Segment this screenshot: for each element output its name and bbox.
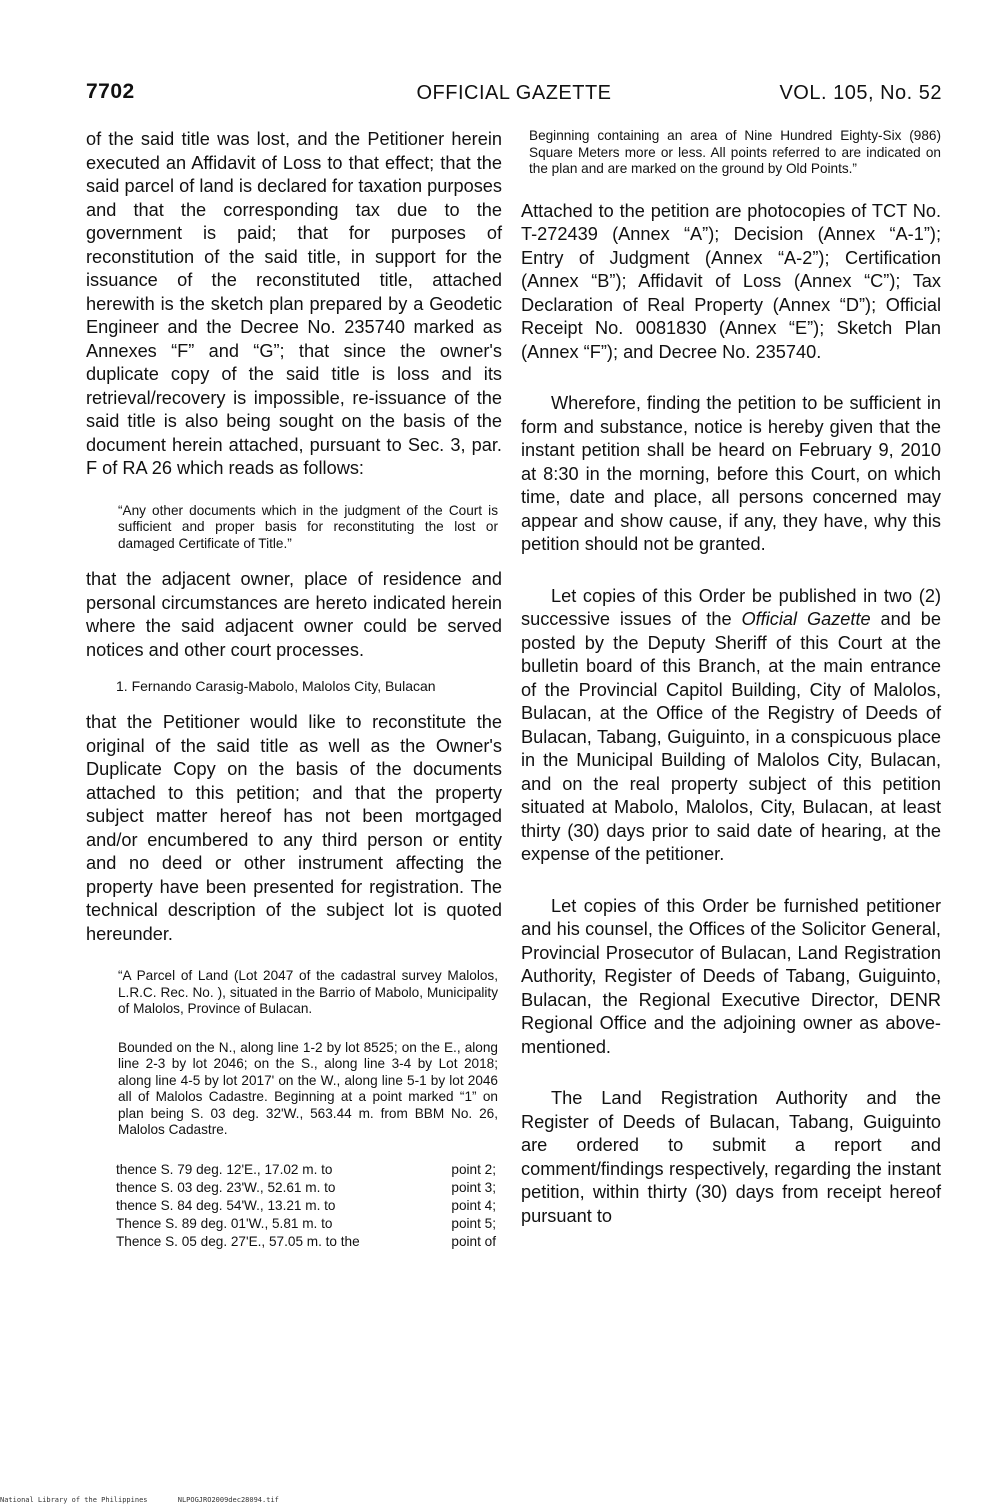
quote-parcel: “A Parcel of Land (Lot 2047 of the cadastral survey Malolos, L.R.C. Rec. No. ), situated in the Barrio of Mabolo, Municipality of Malolos, Province of Bulacan. bbox=[118, 968, 498, 1016]
bearings-table bbox=[116, 1161, 496, 1251]
bearing-text: thence S. 79 deg. 12'E., 17.02 m. to bbox=[116, 1161, 333, 1177]
bearing-text: thence S. 03 deg. 23'W., 52.61 m. to bbox=[116, 1179, 336, 1195]
bearing-point: point 5; bbox=[451, 1215, 496, 1231]
paragraph-furnish-copies: Let copies of this Order be furnished petitioner and his counsel, the Offices of the Solicitor General, Provincial Prosecutor of Bulacan, Land Registration Authority, Register of Deeds of Tabang, Guiguinto, Bulacan, the Regional Executive Director, DENR Regional Office and the adjoining owner as above-mentioned. bbox=[521, 895, 941, 1057]
publication-text-a: Let copies of this Order be published in two (2) successive issues of the bbox=[521, 585, 941, 629]
bearing-row bbox=[116, 1197, 496, 1215]
quote-area: Beginning containing an area of Nine Hundred Eighty-Six (986) Square Meters more or less. All points referred to are indicated on the plan and are marked on the ground by Old Points.” bbox=[529, 128, 941, 176]
scan-footer bbox=[0, 1496, 305, 1504]
paragraph-lra-order: The Land Registration Authority and the Register of Deeds of Bulacan, Tabang, Guiguinto are ordered to submit a report and comment/findings respectively, regarding the instant petition, within thirty (30) days from receipt hereof pursuant to bbox=[521, 1088, 941, 1226]
publication-title: OFFICIAL GAZETTE bbox=[416, 82, 612, 104]
bearing-text: Thence S. 05 deg. 27'E., 57.05 m. to the bbox=[116, 1233, 360, 1249]
page-number: 7702 bbox=[86, 80, 135, 103]
bearing-point: point of bbox=[451, 1233, 496, 1249]
right-column bbox=[521, 128, 941, 1228]
volume-number: VOL. 105, No. 52 bbox=[779, 82, 942, 104]
left-column bbox=[86, 128, 502, 1251]
bearing-point: point 3; bbox=[451, 1179, 496, 1195]
bearing-point: point 4; bbox=[451, 1197, 496, 1213]
bearing-row bbox=[116, 1179, 496, 1197]
bearing-text: Thence S. 89 deg. 01'W., 5.81 m. to bbox=[116, 1215, 333, 1231]
bearing-row bbox=[116, 1215, 496, 1233]
quote-boundaries: Bounded on the N., along line 1-2 by lot 8525; on the E., along line 2-3 by lot 2046; on the S., along line 3-4 by Lot 2018; along line 4-5 by lot 2017' on the W., along line 5-1 by lot 2046 all of Malolos Cadastre. Beginning at a point marked “1” on plan being S. 03 deg. 32'W., 563.44 m. from BBM No. 26, Malolos Cadastre. bbox=[118, 1039, 498, 1137]
publication-text-b: and be posted by the Deputy Sheriff of this Court at the bulletin board of this Branch, at the main entrance of the Provincial Capitol Building, City of Malolos, Bulacan, at the Office of the Registry of Deeds of Bulacan, Tabang, Guiguinto, in a conspicuous place in the Municipal Building of Malolos City, Bulacan, and on the real property subject of this petition situated at Mabolo, Malolos, City, Bulacan, at least thirty (30) days prior to said date of hearing, at the expense of the petitioner. bbox=[521, 609, 941, 864]
paragraph-adjacent-owner: that the adjacent owner, place of residence and personal circumstances are hereto indicated herein where the said adjacent owner could be served notices and other court processes. bbox=[86, 569, 502, 660]
paragraph-publication bbox=[521, 585, 941, 867]
paragraph-attachments: Attached to the petition are photocopies of TCT No. T-272439 (Annex “A”); Decision (Annex “A-1”); Entry of Judgment (Annex “A-2”); Certification (Annex “B”); Affidavit of Loss (Annex “C”); Tax Declaration of Real Property (Annex “D”); Official Receipt No. 0081830 (Annex “E”); Sketch Plan (Annex “F”); and Decree No. 235740. bbox=[521, 200, 941, 362]
quote-ra26: “Any other documents which in the judgment of the Court is sufficient and proper basis for reconstituting the lost or damaged Certificate of Title.” bbox=[118, 502, 498, 551]
gazette-italic: Official Gazette bbox=[741, 609, 871, 629]
file-identifier: NLPOGJRO2009dec28094.tif bbox=[177, 1496, 279, 1504]
bearing-row bbox=[116, 1161, 496, 1179]
bearing-point: point 2; bbox=[451, 1161, 496, 1177]
adjacent-owner-item: 1. Fernando Carasig-Mabolo, Malolos City, Bulacan bbox=[116, 678, 436, 694]
bearing-text: thence S. 84 deg. 54'W., 13.21 m. to bbox=[116, 1197, 336, 1213]
page-header bbox=[86, 80, 942, 112]
library-credit: National Library of the Philippines bbox=[0, 1496, 148, 1504]
paragraph-loss-affidavit: of the said title was lost, and the Petitioner herein executed an Affidavit of Loss to that effect; that the said parcel of land is declared for taxation purposes and that the corresponding tax due to the government is paid; that for purposes of reconstitution of the said title, in support for the issuance of the reconstituted title, attached herewith is the sketch plan prepared by a Geodetic Engineer and the Decree No. 235740 marked as Annexes “F” and “G”; that since the owner's duplicate copy of the said title is loss and its retrieval/recovery is impossible, re-issuance of the said title is also being sought on the basis of the document herein attached, pursuant to Sec. 3, par. F of RA 26 which reads as follows: bbox=[86, 129, 502, 478]
paragraph-wherefore: Wherefore, finding the petition to be sufficient in form and substance, notice is hereby given that the instant petition shall be heard on February 9, 2010 at 8:30 in the morning, before this Court, on which time, date and place, all persons concerned may appear and show cause, if any, they have, why this petition should not be granted. bbox=[521, 393, 941, 554]
bearing-row bbox=[116, 1233, 496, 1251]
paragraph-reconstitute: that the Petitioner would like to reconstitute the original of the said title as well as the Owner's Duplicate Copy on the basis of the documents attached to this petition; and that the property subject matter hereof has not been mortgaged and/or encumbered to any third person or entity and no deed or other instrument affecting the property have been presented for registration. The technical description of the subject lot is quoted hereunder. bbox=[86, 712, 502, 944]
